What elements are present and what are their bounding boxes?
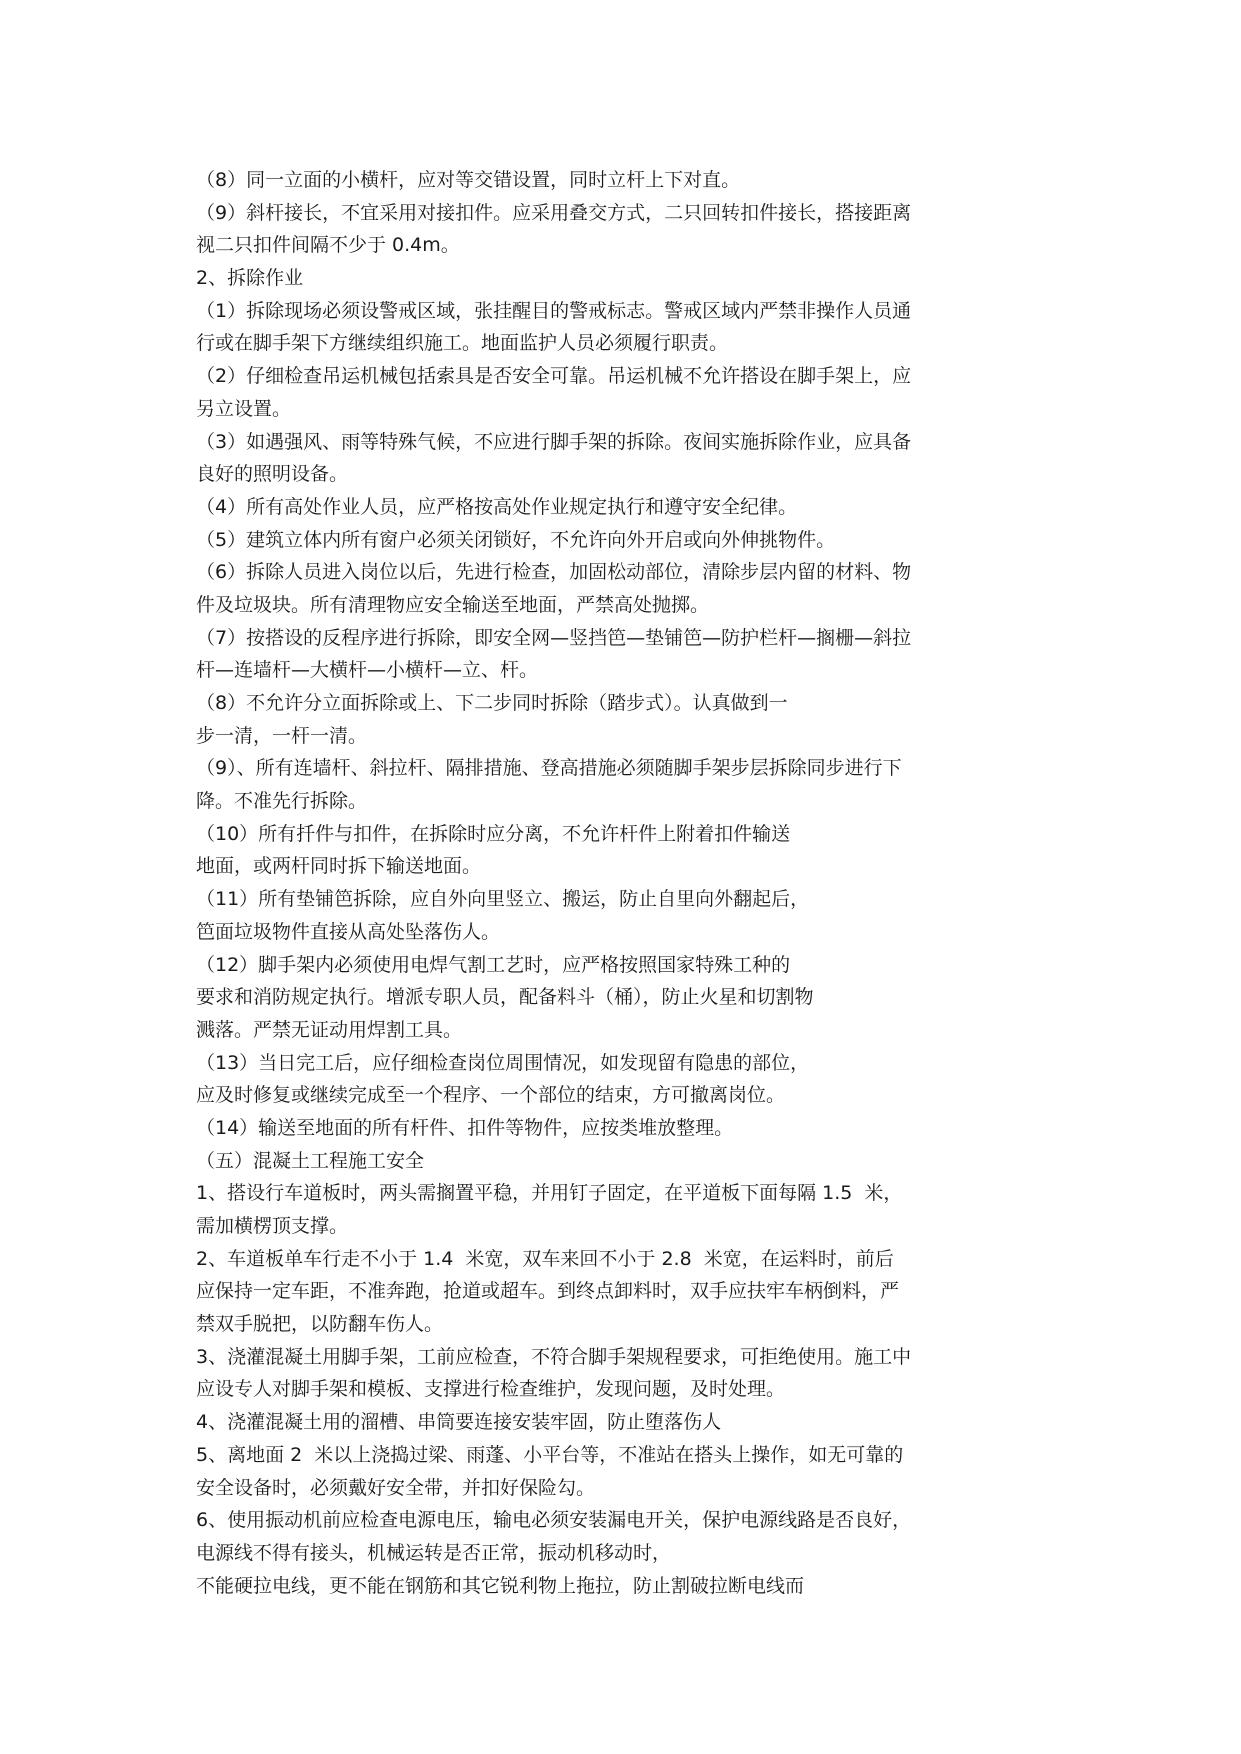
text-line: 应及时修复或继续完成至一个程序、一个部位的结束，方可撤离岗位。 [196, 1084, 786, 1107]
text-line: （3）如遇强风、雨等特殊气候，不应进行脚手架的拆除。夜间实施拆除作业，应具备 [196, 430, 912, 453]
text-line: （6）拆除人员进入岗位以后，先进行检查，加固松动部位，清除步层内留的材料、物 [196, 561, 912, 584]
text-line: （7）按搭设的反程序进行拆除，即安全网—竖挡笆—垫铺笆—防护栏杆—搁栅—斜拉 [196, 626, 912, 649]
text-line: 笆面垃圾物件直接从高处坠落伤人。 [196, 920, 501, 943]
text-line: （4）所有高处作业人员，应严格按高处作业规定执行和遵守安全纪律。 [196, 495, 798, 518]
text-line: （9）斜杆接长，不宜采用对接扣件。应采用叠交方式，二只回转扣件接长，搭接距离 [196, 201, 912, 224]
text-line: 禁双手脱把，以防翻车伤人。 [196, 1313, 444, 1336]
text-line: 视二只扣件间隔不少于 0.4m。 [196, 234, 460, 257]
text-line: 要求和消防规定执行。增派专职人员，配备料斗（桶），防止火星和切割物 [196, 986, 814, 1009]
text-line: 6、使用振动机前应检查电源电压，输电必须安装漏电开关，保护电源线路是否良好， [196, 1509, 912, 1532]
text-line: 需加横楞顶支撑。 [196, 1215, 349, 1237]
text-line: 电源线不得有接头，机械运转是否正常，振动机移动时， [196, 1541, 672, 1564]
text-line: 安全设备时，必须戴好安全带，并扣好保险勾。 [196, 1476, 596, 1499]
text-line: 溅落。严禁无证动用焊割工具。 [196, 1018, 463, 1041]
text-line: （12）脚手架内必须使用电焊气割工艺时，应严格按照国家特殊工种的 [196, 953, 791, 976]
text-line: （8）不允许分立面拆除或上、下二步同时拆除（踏步式）。认真做到一 [196, 692, 788, 714]
text-line: 不能硬拉电线，更不能在钢筋和其它锐利物上拖拉，防止割破拉断电线而 [196, 1574, 805, 1597]
text-line: 4、浇灌混凝土用的溜槽、串筒要连接安装牢固，防止堕落伤人 [196, 1411, 722, 1434]
text-line: 降。不准先行拆除。 [196, 790, 368, 813]
text-line: 1、搭设行车道板时，两头需搁置平稳，并用钉子固定，在平道板下面每隔 1.5 米， [196, 1182, 903, 1205]
text-line: （8）同一立面的小横杆，应对等交错设置，同时立杆上下对直。 [196, 169, 741, 191]
text-line: 行或在脚手架下方继续组织施工。地面监护人员必须履行职责。 [196, 332, 729, 355]
text-line: （11）所有垫铺笆拆除，应自外向里竖立、搬运，防止自里向外翻起后， [196, 888, 810, 911]
text-line: 另立设置。 [196, 397, 292, 420]
text-line: 2、车道板单车行走不小于 1.4 米宽，双车来回不小于 2.8 米宽，在运料时，前后 [196, 1247, 894, 1270]
text-line: 应保持一定车距，不准奔跑，抢道或超车。到终点卸料时，双手应扶牢车柄倒料，严 [196, 1280, 900, 1303]
document-body [196, 164, 1036, 1602]
text-line: 2、拆除作业 [196, 267, 304, 290]
text-line: （13）当日完工后，应仔细检查岗位周围情况，如发现留有隐患的部位， [196, 1051, 810, 1074]
text-line: （2）仔细检查吊运机械包括索具是否安全可靠。吊运机械不允许搭设在脚手架上，应 [196, 365, 912, 388]
text-line: 应设专人对脚手架和模板、支撑进行检查维护，发现问题，及时处理。 [196, 1378, 786, 1401]
text-line: 件及垃圾块。所有清理物应安全输送至地面，严禁高处抛掷。 [196, 593, 710, 616]
text-line: 良好的照明设备。 [196, 463, 349, 486]
text-line: 地面，或两杆同时拆下输送地面。 [196, 855, 482, 878]
text-line: 杆—连墙杆—大横杆—小横杆—立、杆。 [196, 659, 539, 682]
text-line: （五）混凝土工程施工安全 [196, 1149, 425, 1172]
text-line: 3、浇灌混凝土用脚手架，工前应检查，不符合脚手架规程要求，可拒绝使用。施工中 [196, 1345, 912, 1368]
text-line: 5、离地面 2 米以上浇捣过梁、雨蓬、小平台等，不准站在搭头上操作，如无可靠的 [196, 1443, 904, 1466]
text-line: （9）、所有连墙杆、斜拉杆、隔排措施、登高措施必须随脚手架步层拆除同步进行下 [196, 757, 902, 780]
text-line: （10）所有扦件与扣件，在拆除时应分离，不允许杆件上附着扣件输送 [196, 822, 791, 845]
text-line: 步一清，一杆一清。 [196, 724, 368, 747]
text-line: （14）输送至地面的所有杆件、扣件等物件，应按类堆放整理。 [196, 1116, 734, 1139]
text-line: （5）建筑立体内所有窗户必须关闭锁好，不允许向外开启或向外伸挑物件。 [196, 528, 836, 551]
text-line: （1）拆除现场必须设警戒区域，张挂醒目的警戒标志。警戒区域内严禁非操作人员通 [196, 299, 912, 322]
